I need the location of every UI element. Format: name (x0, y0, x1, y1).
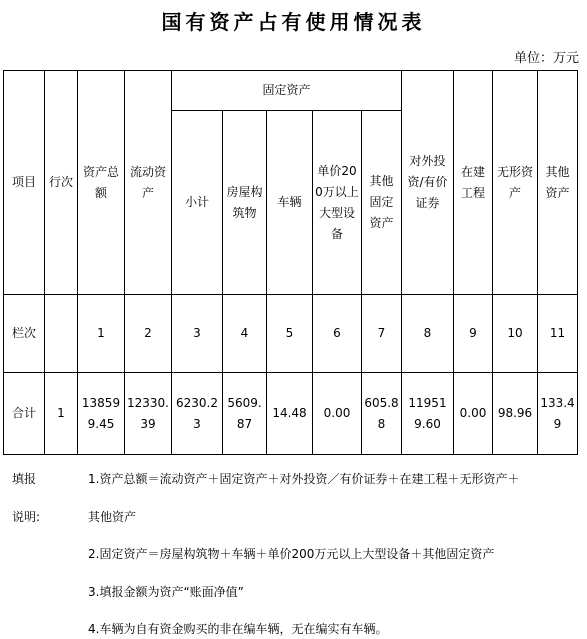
table-title: 国有资产占有使用情况表 (161, 10, 426, 34)
total-value: 5609.87 (223, 373, 267, 455)
total-value: 0.00 (313, 373, 362, 455)
total-value: 0.00 (454, 373, 493, 455)
total-value: 12330.39 (125, 373, 172, 455)
note-item-1: 1.资产总额＝流动资产＋固定资产＋对外投资／有价证券＋在建工程＋无形资产＋ (88, 472, 520, 486)
total-row-label: 合计 (4, 373, 45, 455)
note-item-3: 3.填报金额为资产“账面净值” (88, 585, 244, 599)
unit-label: 单位：万元 (513, 51, 579, 66)
column-row-label: 栏次 (4, 295, 45, 373)
header-line: 行次 (45, 71, 78, 295)
total-value: 119519.60 (402, 373, 454, 455)
column-number: 5 (267, 295, 313, 373)
total-row-line: 1 (45, 373, 78, 455)
header-vehicles: 车辆 (267, 111, 313, 295)
column-number: 8 (402, 295, 454, 373)
header-item: 项目 (4, 71, 45, 295)
total-value: 6230.23 (172, 373, 223, 455)
header-fixed-assets: 固定资产 (172, 71, 402, 111)
total-value: 605.88 (362, 373, 402, 455)
header-subtotal: 小计 (172, 111, 223, 295)
column-number: 1 (78, 295, 125, 373)
header-investment: 对外投资/有价证券 (402, 71, 454, 295)
header-intangible: 无形资产 (493, 71, 538, 295)
total-value: 98.96 (493, 373, 538, 455)
column-number: 4 (223, 295, 267, 373)
header-total-assets: 资产总额 (78, 71, 125, 295)
notes-label-explain: 说明: (12, 510, 41, 524)
column-number: 3 (172, 295, 223, 373)
total-value: 133.49 (538, 373, 578, 455)
total-value: 138599.45 (78, 373, 125, 455)
column-number: 6 (313, 295, 362, 373)
notes-label-fill: 填报 (12, 472, 37, 486)
note-item-2: 2.固定资产＝房屋构筑物＋车辆＋单价200万元以上大型设备＋其他固定资产 (88, 547, 495, 561)
asset-table (3, 70, 578, 455)
header-construction: 在建工程 (454, 71, 493, 295)
note-item-4: 4.车辆为自有资金购买的非在编车辆，无在编实有车辆。 (88, 622, 388, 636)
header-other-fixed: 其他固定资产 (362, 111, 402, 295)
header-large-equipment: 单价200万以上大型设备 (313, 111, 362, 295)
header-other-assets: 其他资产 (538, 71, 578, 295)
column-number: 2 (125, 295, 172, 373)
column-number: 11 (538, 295, 578, 373)
note-item-1-cont: 其他资产 (88, 510, 137, 524)
column-number: 9 (454, 295, 493, 373)
header-buildings: 房屋构筑物 (223, 111, 267, 295)
column-number: 10 (493, 295, 538, 373)
header-current-assets: 流动资产 (125, 71, 172, 295)
column-number: 7 (362, 295, 402, 373)
column-row-empty (45, 295, 78, 373)
total-value: 14.48 (267, 373, 313, 455)
